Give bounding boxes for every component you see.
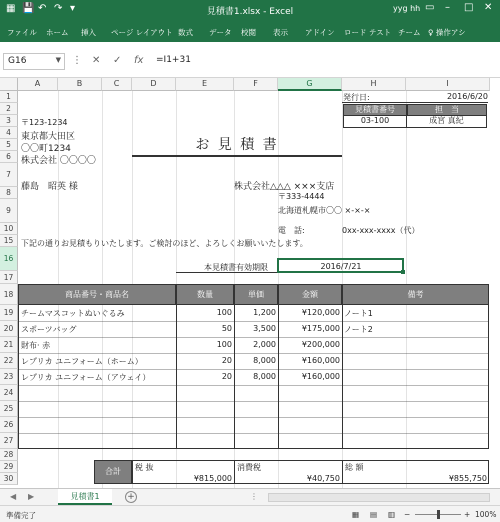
staff-header: 担 当 <box>407 104 487 116</box>
zoom-out-icon[interactable]: − <box>404 510 411 519</box>
close-icon[interactable]: ✕ <box>484 2 493 13</box>
border-line <box>18 337 489 338</box>
row-header[interactable]: 18 <box>0 284 18 305</box>
row-header[interactable]: 27 <box>0 433 18 449</box>
row-header[interactable]: 15 <box>0 235 18 247</box>
item-note[interactable]: ノート2 <box>344 325 373 334</box>
enter-icon[interactable]: ✓ <box>113 55 122 66</box>
row-header[interactable]: 21 <box>0 337 18 353</box>
row-header[interactable]: 10 <box>0 223 18 235</box>
estimate-number[interactable]: 03-100 <box>343 116 407 128</box>
horizontal-scrollbar[interactable] <box>268 493 490 502</box>
user-name[interactable]: yyg hh <box>393 4 421 13</box>
row-header[interactable]: 3 <box>0 115 18 127</box>
column-header[interactable]: I <box>406 78 490 91</box>
column-header[interactable]: F <box>234 78 278 91</box>
border-line <box>176 272 278 273</box>
page-layout-view-icon[interactable]: ▤ <box>370 510 378 519</box>
item-quantity[interactable]: 20 <box>221 372 232 381</box>
zoom-in-icon[interactable]: + <box>464 510 471 519</box>
undo-icon[interactable]: ↶ <box>38 3 47 14</box>
tab-team[interactable]: チーム <box>398 28 421 37</box>
phone-number[interactable]: 0xx-xxx-xxxx（代） <box>342 226 420 235</box>
sheet-tab-active[interactable]: 見積書1 <box>58 489 112 505</box>
title-bar <box>0 0 500 20</box>
row-header[interactable]: 25 <box>0 401 18 417</box>
border-line <box>18 385 489 386</box>
tax-label: 消費税 <box>237 463 261 472</box>
row-header[interactable]: 1 <box>0 91 18 103</box>
cancel-icon[interactable]: ✕ <box>92 55 101 66</box>
item-quantity[interactable]: 100 <box>216 340 232 349</box>
item-name[interactable]: レプリカ ユニフォーム（アウェイ） <box>21 373 151 382</box>
maximize-icon[interactable]: □ <box>464 2 474 13</box>
company-left[interactable]: 株式会社 〇〇〇〇 <box>21 156 96 166</box>
tell-me-box[interactable]: ♀ 操作アシ <box>428 28 466 37</box>
excel-logo-icon: ▦ <box>6 3 16 14</box>
item-price[interactable]: 1,200 <box>253 308 276 317</box>
border-line <box>342 460 343 484</box>
row-header[interactable]: 22 <box>0 353 18 369</box>
row-header[interactable]: 6 <box>0 151 18 163</box>
tax-value[interactable]: ¥40,750 <box>306 474 340 483</box>
tab-data[interactable]: データ <box>209 28 232 37</box>
issue-date[interactable]: 2016/6/20 <box>446 92 488 101</box>
item-name[interactable]: スポーツバッグ <box>21 325 77 334</box>
row-header[interactable]: 8 <box>0 187 18 199</box>
select-all-corner[interactable] <box>0 78 18 91</box>
column-header[interactable]: B <box>58 78 102 91</box>
redo-icon[interactable]: ↷ <box>54 3 63 14</box>
zip-right[interactable]: 〒333-4444 <box>278 192 325 201</box>
validity-label: 本見積書有効期限 <box>204 263 268 272</box>
column-header-selected[interactable]: G <box>278 78 342 91</box>
company-right[interactable]: 株式会社△△△ ×××支店 <box>234 182 335 192</box>
address-right[interactable]: 北海道札幌市〇〇 ×-×-× <box>278 206 371 215</box>
row-header[interactable]: 20 <box>0 321 18 337</box>
border-line <box>18 433 489 434</box>
border-line <box>18 401 489 402</box>
border-line <box>342 102 488 103</box>
subtotal-label: 税 抜 <box>135 463 154 472</box>
row-header[interactable]: 5 <box>0 139 18 151</box>
customer-name[interactable]: 藤島 昭英 様 <box>21 182 78 192</box>
item-quantity[interactable]: 100 <box>216 308 232 317</box>
border-line <box>18 353 489 354</box>
row-header[interactable]: 9 <box>0 199 18 223</box>
item-name[interactable]: チームマスコットぬいぐるみ <box>21 309 125 318</box>
row-header[interactable]: 7 <box>0 163 18 187</box>
table-header-product: 商品番号・商品名 <box>18 284 176 305</box>
worksheet-grid[interactable] <box>0 78 500 488</box>
more-options-icon: ⋮ <box>250 492 258 501</box>
item-name[interactable]: レプリカ ユニフォーム（ホーム） <box>21 357 143 366</box>
item-amount[interactable]: ¥160,000 <box>301 372 340 381</box>
item-amount[interactable]: ¥160,000 <box>301 356 340 365</box>
grand-total-label: 総 額 <box>345 463 364 472</box>
address-line-1[interactable]: 東京都大田区 <box>21 132 76 142</box>
column-header[interactable]: A <box>18 78 58 91</box>
save-icon[interactable]: 💾 <box>22 3 35 14</box>
status-bar <box>0 505 500 522</box>
column-header[interactable]: C <box>102 78 132 91</box>
phone-label: 電 話: <box>278 226 305 235</box>
customize-quick-access-icon[interactable]: ▾ <box>70 3 76 14</box>
status-text: 準備完了 <box>6 511 36 520</box>
minimize-icon[interactable]: – <box>445 2 450 13</box>
sheet-tab-bar <box>0 488 500 505</box>
document-title[interactable]: お 見 積 書 <box>195 137 279 153</box>
tab-review[interactable]: 校閲 <box>241 28 256 37</box>
item-price[interactable]: 8,000 <box>253 372 276 381</box>
ribbon-display-icon[interactable]: ▭ <box>425 2 435 13</box>
row-header-selected[interactable]: 16 <box>0 247 18 271</box>
page-break-view-icon[interactable]: ▥ <box>388 510 396 519</box>
issue-date-label: 発行日: <box>343 93 370 102</box>
border-line <box>18 369 489 370</box>
row-header[interactable]: 26 <box>0 417 18 433</box>
row-header[interactable]: 29 <box>0 461 18 473</box>
scroll-right-icon[interactable]: ▶ <box>28 492 35 501</box>
item-price[interactable]: 3,500 <box>253 324 276 333</box>
item-price[interactable]: 2,000 <box>253 340 276 349</box>
subtotal-value[interactable]: ¥815,000 <box>193 474 232 483</box>
item-amount[interactable]: ¥120,000 <box>301 308 340 317</box>
row-header[interactable]: 28 <box>0 449 18 461</box>
border-line <box>18 321 489 322</box>
formula-bar <box>0 42 500 78</box>
name-box[interactable]: G16 ▼ <box>3 53 65 70</box>
item-price[interactable]: 8,000 <box>253 356 276 365</box>
tab-file[interactable]: ファイル <box>7 28 37 37</box>
row-header[interactable]: 17 <box>0 271 18 284</box>
row-header[interactable]: 23 <box>0 369 18 385</box>
table-header-price: 単価 <box>234 284 278 305</box>
table-header-quantity: 数量 <box>176 284 234 305</box>
item-name[interactable]: 財布· 赤 <box>21 341 51 350</box>
row-header[interactable]: 2 <box>0 103 18 115</box>
normal-view-icon[interactable]: ▦ <box>352 510 360 519</box>
item-quantity[interactable]: 50 <box>221 324 232 333</box>
address-line-2[interactable]: 〇〇町1234 <box>21 144 71 154</box>
validity-date[interactable]: 2016/7/21 <box>320 262 362 271</box>
tab-addins[interactable]: アドイン <box>305 28 335 37</box>
formula-input[interactable]: =I1+31 <box>156 55 191 65</box>
more-options-icon: ⋮ <box>72 55 82 66</box>
table-header-amount: 金額 <box>278 284 342 305</box>
zoom-level[interactable]: 100% <box>475 510 497 519</box>
column-header[interactable]: E <box>176 78 234 91</box>
row-header[interactable]: 24 <box>0 385 18 401</box>
scroll-left-icon[interactable]: ◀ <box>10 492 17 501</box>
zip-left[interactable]: 〒123-1234 <box>21 118 68 127</box>
intro-message[interactable]: 下記の通りお見積もりいたします。ご検討のほど、よろしくお願いいたします。 <box>21 239 308 248</box>
grand-total-value[interactable]: ¥855,750 <box>448 474 487 483</box>
row-header[interactable]: 30 <box>0 473 18 485</box>
item-note[interactable]: ノート1 <box>344 309 373 318</box>
item-quantity[interactable]: 20 <box>221 356 232 365</box>
column-header[interactable]: H <box>342 78 406 91</box>
border-line <box>342 305 343 449</box>
staff-name[interactable]: 成宮 真紀 <box>407 116 487 128</box>
row-header[interactable]: 19 <box>0 305 18 321</box>
add-sheet-icon[interactable]: + <box>125 491 137 503</box>
border-line <box>234 460 235 484</box>
zoom-slider-thumb[interactable] <box>437 510 440 519</box>
table-header-notes: 備考 <box>342 284 489 305</box>
tab-view[interactable]: 表示 <box>273 28 288 37</box>
insert-function-icon[interactable]: fx <box>134 55 144 66</box>
window-title: 見積書1.xlsx - Excel <box>206 7 294 17</box>
tab-load-test[interactable]: ロード テスト <box>344 28 392 37</box>
border-line <box>18 417 489 418</box>
title-underline <box>132 155 342 157</box>
total-label: 合計 <box>94 460 132 484</box>
tab-formulas[interactable]: 数式 <box>178 28 193 37</box>
ribbon-tabs <box>0 20 500 42</box>
item-amount[interactable]: ¥175,000 <box>301 324 340 333</box>
column-header[interactable]: D <box>132 78 176 91</box>
estimate-number-header: 見積書番号 <box>343 104 407 116</box>
tab-insert[interactable]: 挿入 <box>81 28 96 37</box>
row-header[interactable]: 4 <box>0 127 18 139</box>
item-amount[interactable]: ¥200,000 <box>301 340 340 349</box>
tab-page-layout[interactable]: ページ レイアウト <box>111 28 173 37</box>
chevron-down-icon[interactable]: ▼ <box>55 56 61 64</box>
tab-home[interactable]: ホーム <box>46 28 69 37</box>
lightbulb-icon: ♀ <box>428 28 434 37</box>
